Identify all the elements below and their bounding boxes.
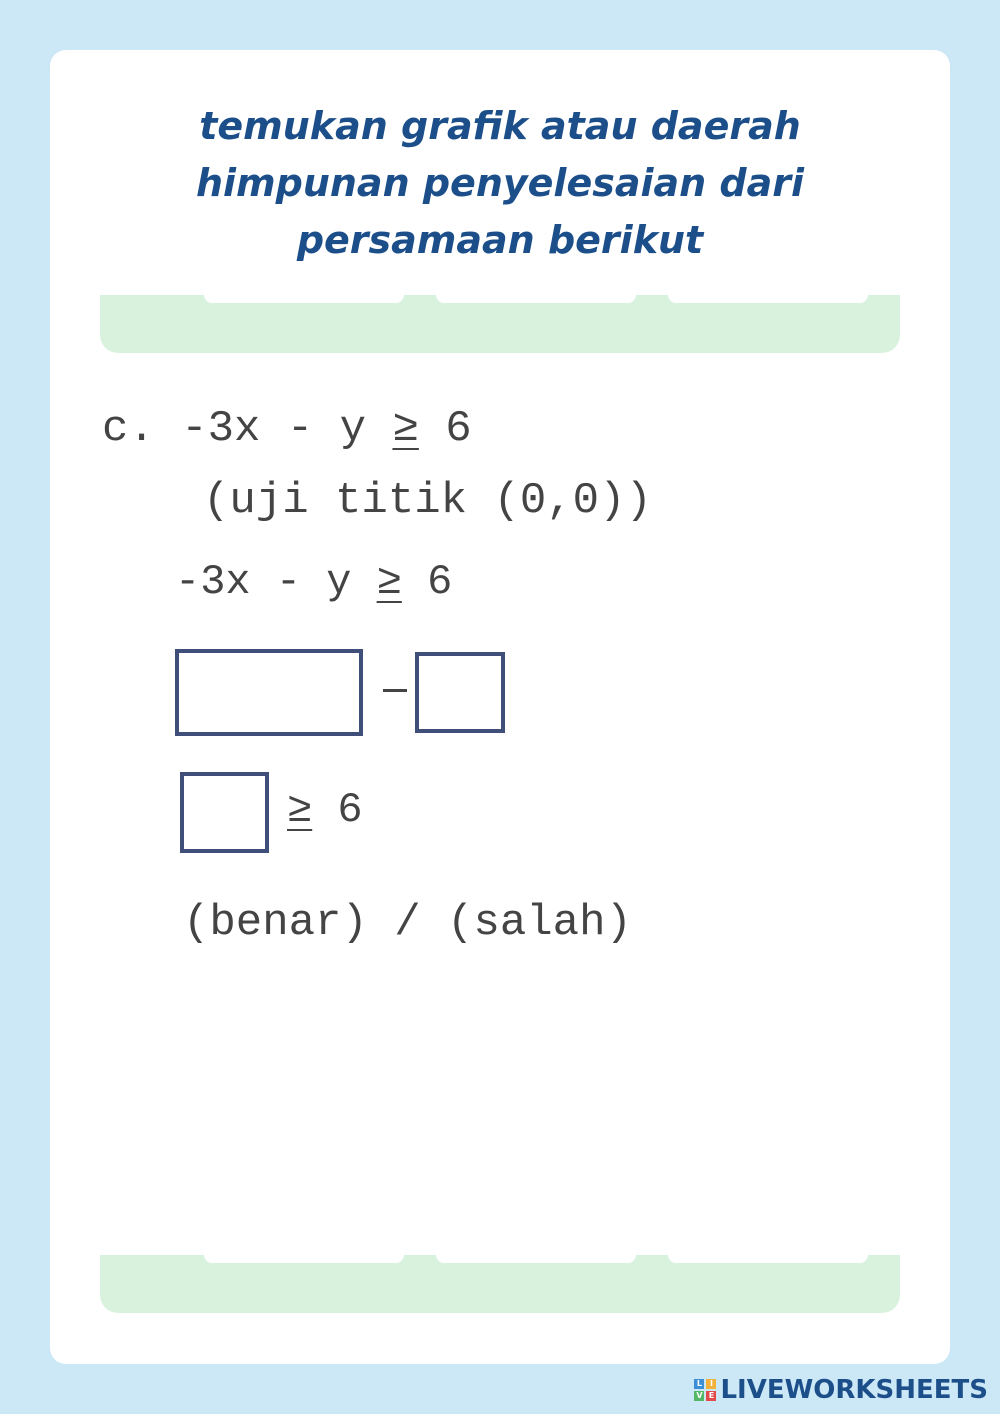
liveworksheets-logo (694, 1372, 988, 1408)
band-tab (436, 295, 636, 303)
decorative-band-top (100, 295, 900, 353)
answer-choices: (benar) / (salah) (183, 898, 632, 948)
result-inequality (287, 785, 363, 835)
answer-box-3[interactable] (180, 772, 269, 853)
title-line-3: persamaan berikut (296, 218, 704, 262)
problem-label: c. -3x - y (102, 404, 393, 454)
logo-letter-v: V (696, 1391, 703, 1400)
band-tab (204, 295, 404, 303)
brand-name: LIVEWORKSHEETS (720, 1375, 988, 1405)
answer-box-2[interactable] (415, 652, 505, 733)
problem-statement (102, 404, 472, 454)
step1-relation: ≥ (376, 558, 402, 606)
logo-letter-l: L (694, 1379, 704, 1389)
step3-rhs: 6 (312, 786, 363, 834)
page-title (0, 98, 1000, 269)
logo-letter-i: I (706, 1379, 716, 1389)
band-tab (204, 1255, 404, 1263)
problem-relation: ≥ (392, 404, 419, 454)
step1-left: -3x - y (175, 558, 377, 606)
live-logo-icon (694, 1379, 716, 1401)
step3-relation: ≥ (287, 786, 313, 834)
problem-rhs: 6 (418, 404, 472, 454)
substitution-step (175, 557, 452, 607)
answer-box-1[interactable] (175, 649, 363, 736)
band-tab (436, 1255, 636, 1263)
minus-operator (383, 689, 407, 692)
logo-letter-e: E (706, 1391, 716, 1401)
title-line-2: himpunan penyelesaian dari (195, 161, 805, 205)
band-tab (668, 295, 868, 303)
test-point-text: (uji titik (0,0)) (203, 476, 652, 526)
step1-rhs: 6 (401, 558, 453, 606)
decorative-band-bottom (100, 1255, 900, 1313)
band-tab (668, 1255, 868, 1263)
title-line-1: temukan grafik atau daerah (199, 104, 801, 148)
